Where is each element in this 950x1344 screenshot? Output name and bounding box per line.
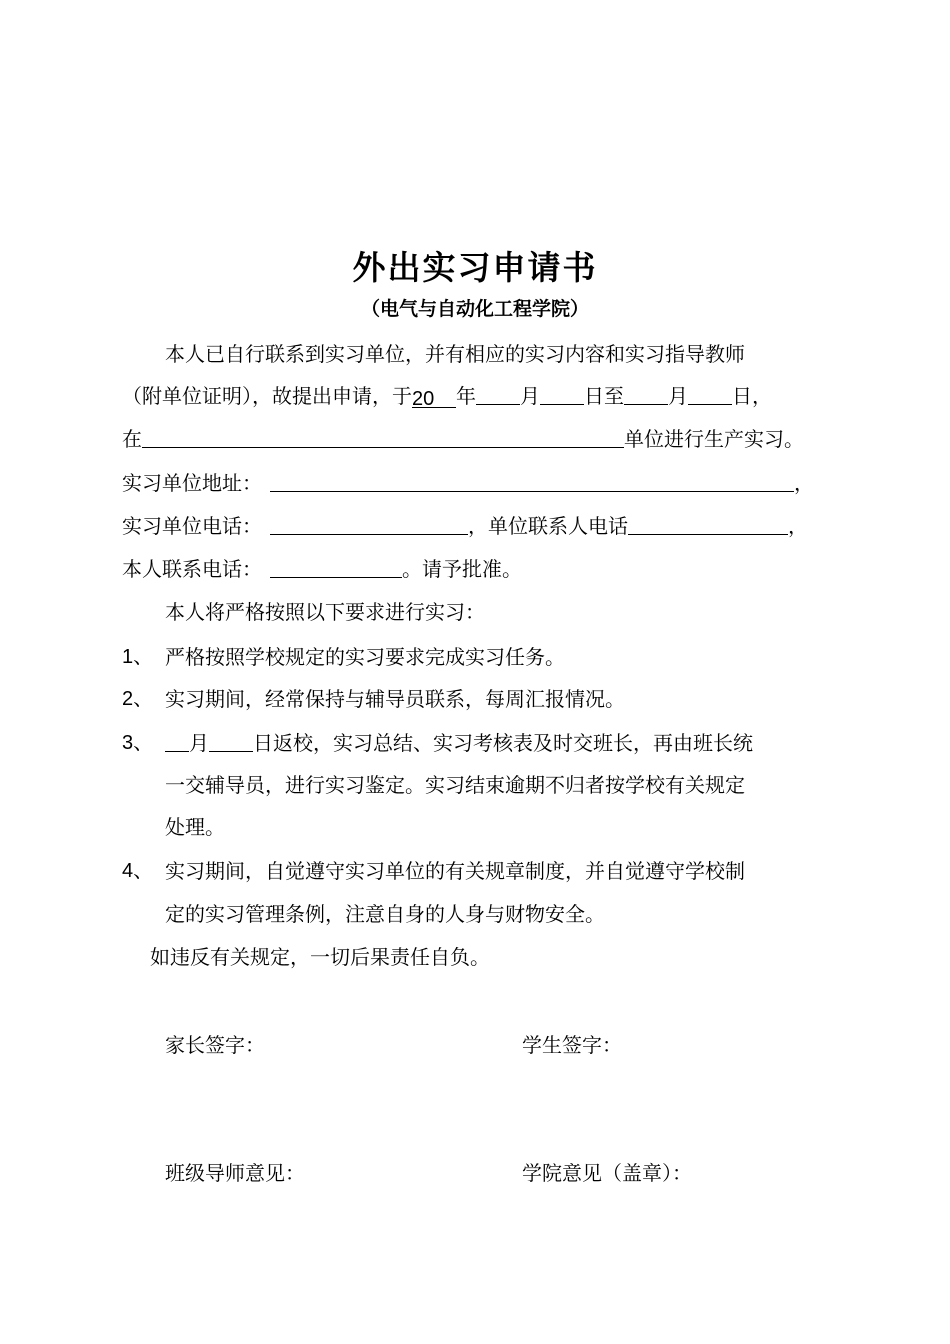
company-phone-field[interactable] [270,512,468,535]
year-field[interactable]: 20 [412,385,456,408]
return-month-label: 月 [189,731,209,755]
end-month-label: 月 [668,384,688,408]
document-subtitle: （电气与自动化工程学院） [360,298,589,320]
rule-1-number: 1、 [122,646,154,668]
rules-intro: 本人将严格按照以下要求进行实习： [165,600,485,624]
para1-line2-text-a: （附单位证明），故提出申请，于 [122,384,412,408]
parent-signature-label: 家长签字： [165,1033,265,1057]
rule-4-number: 4、 [122,860,154,882]
return-month-field[interactable] [165,729,189,752]
phone-line [122,512,808,540]
address-line [122,469,814,497]
year-label: 年 [456,384,476,408]
rule-4-line2: 定的实习管理条例，注意自身的人身与财物安全。 [165,902,605,926]
student-signature-label: 学生签字： [522,1033,622,1057]
start-month-field[interactable] [476,382,520,405]
company-name-field[interactable] [142,425,624,448]
start-day-label: 日至 [584,384,624,408]
end-month-field[interactable] [624,382,668,405]
rule-3-line3: 处理。 [165,815,225,839]
company-phone-label: 实习单位电话： [122,514,262,538]
start-month-label: 月 [520,384,540,408]
end-day-field[interactable] [688,382,732,405]
document-title: 外出实习申请书 [352,248,598,287]
self-phone-field[interactable] [270,555,402,578]
para1-line3-text-b: 单位进行生产实习。 [624,427,804,451]
para1-line3-text-a: 在 [122,427,142,451]
rule-4-line1: 实习期间，自觉遵守实习单位的有关规章制度，并自觉遵守学校制 [165,859,745,883]
rule-3-line2: 一交辅导员，进行实习鉴定。实习结束逾期不归者按学校有关规定 [165,773,745,797]
address-end: ， [794,471,814,495]
self-phone-label: 本人联系电话： [122,557,262,581]
college-opinion-label: 学院意见（盖章）： [522,1161,692,1185]
rule-1-text: 严格按照学校规定的实习要求完成实习任务。 [165,645,565,669]
address-field[interactable] [270,469,794,492]
rule-3-line1 [165,729,753,757]
rule-3-line1-text: 日返校，实习总结、实习考核表及时交班长，再由班长统 [253,731,753,755]
contact-phone-field[interactable] [628,512,788,535]
contact-phone-end: ， [788,514,808,538]
rule-2-text: 实习期间，经常保持与辅导员联系，每周汇报情况。 [165,687,625,711]
rule-2-number: 2、 [122,688,154,710]
self-phone-line [122,555,522,583]
end-day-label: 日， [732,384,772,408]
contact-phone-label: ，单位联系人电话 [468,514,628,538]
rule-3-number: 3、 [122,732,154,754]
para1-line1: 本人已自行联系到实习单位，并有相应的实习内容和实习指导教师 [165,342,745,366]
start-day-field[interactable] [540,382,584,405]
para1-line3 [122,425,804,453]
self-phone-end: 。请予批准。 [402,557,522,581]
return-day-field[interactable] [209,729,253,752]
para1-line2 [122,382,772,410]
closing-statement: 如违反有关规定，一切后果责任自负。 [150,945,490,969]
tutor-opinion-label: 班级导师意见： [165,1161,305,1185]
address-label: 实习单位地址： [122,471,262,495]
